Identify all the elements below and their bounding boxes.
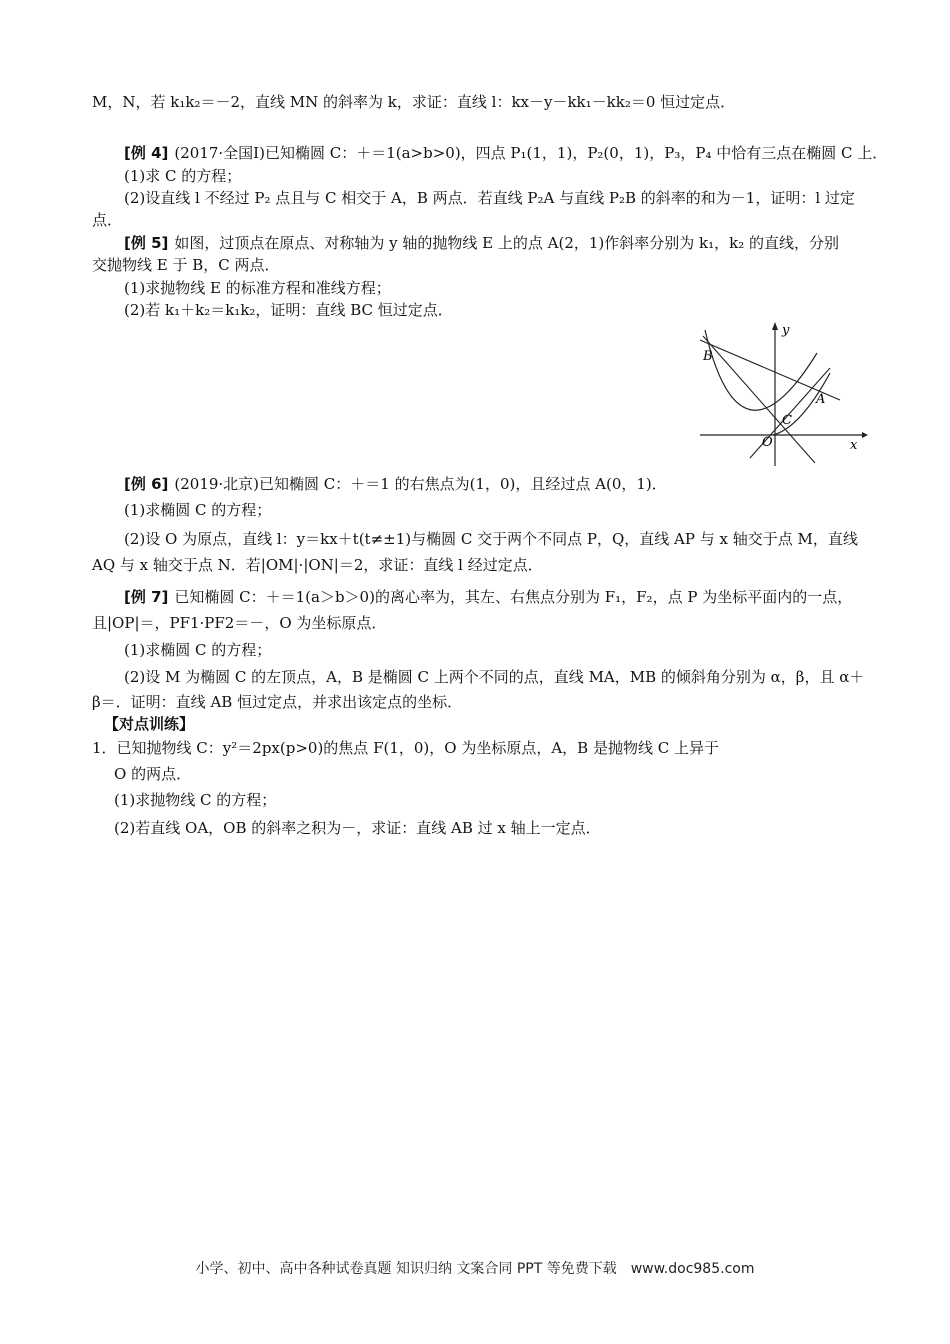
example-7-text: 已知椭圆 C：＋＝1(a＞b＞0)的离心率为，其左、右焦点分别为 F₁，F₂，点 P 为坐标平面内的一点， <box>174 588 853 606</box>
point-B-label: B <box>703 349 713 364</box>
line-BA <box>700 340 840 400</box>
example-5-statement-cont: 交抛物线 E 于 B，C 两点． <box>92 256 280 274</box>
training-problem-1: 1．已知抛物线 C：y²＝2px(p>0)的焦点 F(1，0)，O 为坐标原点，A，B 是抛物线 C 上异于 <box>92 739 719 757</box>
parabola-figure <box>700 318 870 468</box>
example-5-question-2: (2)若 k₁＋k₂＝k₁k₂，证明：直线 BC 恒过定点． <box>124 301 453 319</box>
example-6-text: (2019·北京)已知椭圆 C：＋＝1 的右焦点为(1，0)，且经过点 A(0，1)． <box>174 475 667 493</box>
training-problem-1-cont: O 的两点． <box>114 765 192 783</box>
line-BC <box>703 336 815 463</box>
y-axis-label: y <box>782 323 790 338</box>
example-4-statement <box>124 143 887 163</box>
parabola-curve <box>705 330 817 410</box>
x-axis-label: x <box>850 438 858 453</box>
point-A-label: A <box>816 392 826 407</box>
example-7-statement-cont: 且|OP|＝，PF1·PF2＝－，O 为坐标原点． <box>92 614 387 632</box>
example-5-statement <box>124 233 839 253</box>
page-footer: 小学、初中、高中各种试卷真题 知识归纳 文案合同 PPT 等免费下载 www.doc985.com <box>195 1261 755 1277</box>
continued-problem-line: M，N，若 k₁k₂＝－2，直线 MN 的斜率为 k，求证：直线 l：kx－y－kk₁－kk₂＝0 恒过定点． <box>92 93 736 111</box>
x-axis-arrow <box>862 432 868 438</box>
example-6-question-2-cont: AQ 与 x 轴交于点 N．若|OM|·|ON|＝2，求证：直线 l 经过定点． <box>92 556 543 574</box>
example-7-statement <box>124 587 852 607</box>
example-4-question-2-cont: 点． <box>92 211 123 229</box>
example-4-question-2: (2)设直线 l 不经过 P₂ 点且与 C 相交于 A，B 两点．若直线 P₂A 与直线 P₂B 的斜率的和为－1，证明：l 过定 <box>124 189 855 207</box>
example-4-tag: [例 4] <box>124 144 169 162</box>
example-4-text: (2017·全国Ⅰ)已知椭圆 C：＋＝1(a>b>0)，四点 P₁(1，1)，P₂(0，1)，P₃，P₄ 中恰有三点在椭圆 C 上． <box>174 144 888 162</box>
example-7-question-2-cont: β＝．证明：直线 AB 恒过定点，并求出该定点的坐标． <box>92 693 463 711</box>
origin-label: O <box>762 435 773 450</box>
y-axis-arrow <box>772 322 778 330</box>
training-question-2: (2)若直线 OA，OB 的斜率之积为－，求证：直线 AB 过 x 轴上一定点． <box>114 819 601 837</box>
example-6-question-1: (1)求椭圆 C 的方程； <box>124 501 272 519</box>
example-7-question-1: (1)求椭圆 C 的方程； <box>124 641 272 659</box>
point-C-label: C <box>782 413 792 428</box>
example-5-question-1: (1)求抛物线 E 的标准方程和准线方程； <box>124 279 391 297</box>
example-6-tag: [例 6] <box>124 475 169 493</box>
training-heading: 【对点训练】 <box>104 715 195 733</box>
example-4-question-1: (1)求 C 的方程； <box>124 167 242 185</box>
example-7-question-2: (2)设 M 为椭圆 C 的左顶点，A，B 是椭圆 C 上两个不同的点，直线 MA，MB 的倾斜角分别为 α，β，且 α＋ <box>124 668 865 686</box>
example-6-question-2: (2)设 O 为原点，直线 l：y＝kx＋t(t≠±1)与椭圆 C 交于两个不同点 P，Q，直线 AP 与 x 轴交于点 M，直线 <box>124 530 858 548</box>
example-5-text: 如图，过顶点在原点、对称轴为 y 轴的抛物线 E 上的点 A(2，1)作斜率分别为 k₁，k₂ 的直线，分别 <box>174 234 840 252</box>
training-question-1: (1)求抛物线 C 的方程； <box>114 791 277 809</box>
example-5-tag: [例 5] <box>124 234 169 252</box>
example-7-tag: [例 7] <box>124 588 169 606</box>
example-6-statement <box>124 474 667 494</box>
